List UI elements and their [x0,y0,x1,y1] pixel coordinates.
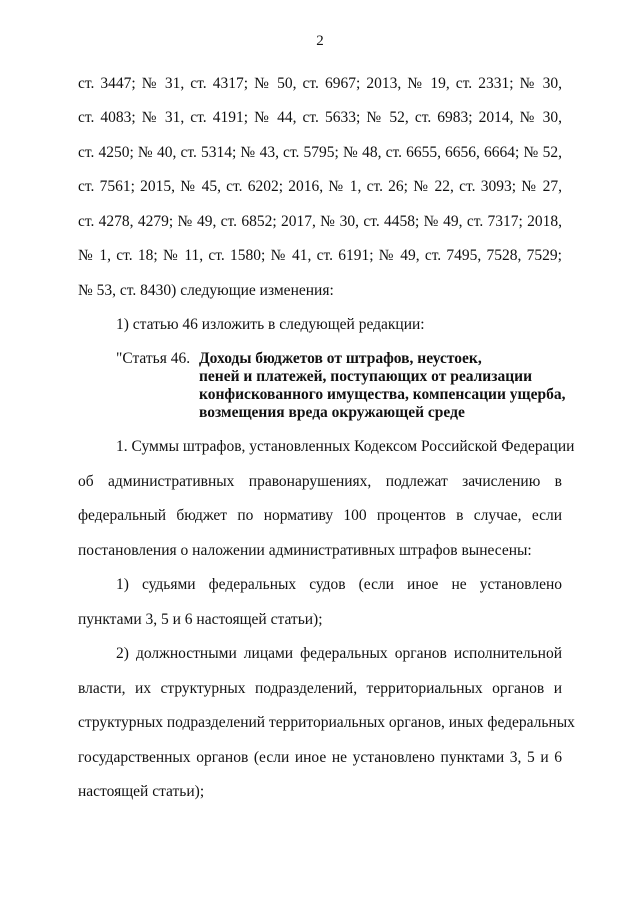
intro-line: № 1, ст. 18; № 11, ст. 1580; № 41, ст. 6191; № 49, ст. 7495, 7528, 7529; [78,247,562,264]
list-item-line: 2) должностными лицами федеральных органов исполнительной [116,645,562,662]
list-item-line: государственных органов (если иное не установлено пунктами 3, 5 и 6 [78,749,562,766]
page-number: 2 [316,33,324,49]
intro-line: ст. 3447; № 31, ст. 4317; № 50, ст. 6967; 2013, № 19, ст. 2331; № 30, [78,75,562,92]
list-item-line: власти, их структурных подразделений, территориальных органов и [78,680,562,697]
list-item-line: пунктами 3, 5 и 6 настоящей статьи); [78,611,323,628]
paragraph-line: постановления о наложении административных штрафов вынесены: [78,542,532,559]
amend-item: 1) статью 46 изложить в следующей редакции: [116,316,425,333]
article-title-line: возмещения вреда окружающей среде [199,404,465,421]
paragraph-line: федеральный бюджет по нормативу 100 процентов в случае, если [78,507,562,524]
intro-line: ст. 4250; № 40, ст. 5314; № 43, ст. 5795; № 48, ст. 6655, 6656, 6664; № 52, [78,144,562,161]
paragraph-line: 1. Суммы штрафов, установленных Кодексом Российской Федерации [116,438,575,455]
intro-line: ст. 4278, 4279; № 49, ст. 6852; 2017, № 30, ст. 4458; № 49, ст. 7317; 2018, [78,213,562,230]
list-item-line: структурных подразделений территориальных органов, иных федеральных [78,714,575,731]
list-item-line: настоящей статьи); [78,783,205,800]
article-title-line: конфискованного имущества, компенсации ущерба, [199,386,566,403]
article-title-line: пеней и платежей, поступающих от реализации [199,368,533,385]
intro-line: ст. 7561; 2015, № 45, ст. 6202; 2016, № 1, ст. 26; № 22, ст. 3093; № 27, [78,178,562,195]
article-title-line: Доходы бюджетов от штрафов, неустоек, [199,350,482,367]
intro-line: ст. 4083; № 31, ст. 4191; № 44, ст. 5633; № 52, ст. 6983; 2014, № 30, [78,109,562,126]
paragraph-line: об административных правонарушениях, подлежат зачислению в [78,473,562,490]
list-item-line: 1) судьями федеральных судов (если иное не установлено [116,576,562,593]
article-label: "Статья 46. [116,350,191,367]
intro-line: № 53, ст. 8430) следующие изменения: [78,282,334,299]
article-title [199,350,569,422]
